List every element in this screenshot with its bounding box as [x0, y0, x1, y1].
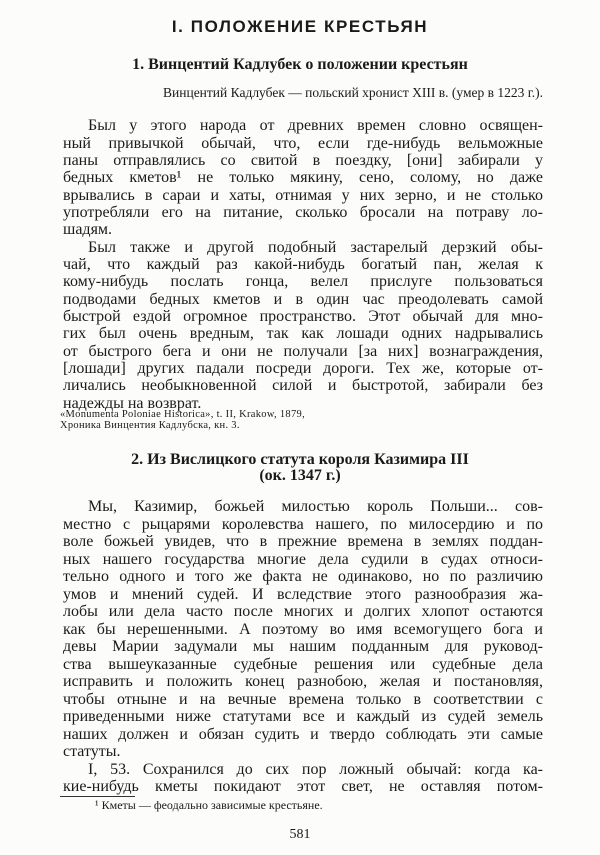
section-1-heading: 1. Винцентий Кадлубек о положении крестьян: [132, 56, 468, 73]
text-line: личались необыкновенной силой и быстротой, забирали без: [63, 377, 543, 395]
text-line: приведенными ниже статутами все и каждый из судей земель: [63, 708, 543, 726]
text-line: ный привычкой обычай, что, если где-нибудь вельможные: [63, 134, 543, 152]
text-line: Был у этого народа от древних времен словно освящен-: [88, 117, 543, 135]
text-line: Мы, Казимир, божьей милостью король Польши... сов-: [88, 498, 543, 516]
text-line: употребляли его на питание, сколько бросали на потраву ло-: [63, 204, 543, 222]
text-line: тельно одного и того же факта не одинаково, но по различию: [63, 568, 543, 586]
chapter-title: I. ПОЛОЖЕНИЕ КРЕСТЬЯН: [171, 17, 429, 36]
text-line: наших должен и обязан судить и твердо соблюдать эти самые: [63, 725, 543, 743]
text-line: шадям.: [63, 221, 113, 239]
text-line: как бы нерешенными. А поэтому во имя всемогущего бога и: [63, 620, 543, 638]
text-line: чтобы отныне и на вечные времена только в соответствии с: [63, 690, 543, 708]
footnote-divider: [60, 796, 135, 797]
text-line: [лошади] других падали посреди дороги. Тех же, которые от-: [63, 360, 543, 378]
text-line: кие-нибудь кметы покидают этот свет, не оставляя потом-: [63, 778, 543, 796]
section-2-heading: 2. Из Вислицкого статута короля Казимира III: [131, 451, 469, 468]
text-line: подводами бедных кметов и в один час преодолевать самой: [63, 290, 543, 308]
text-line: статуты.: [63, 743, 121, 761]
text-line: лобы или дела часто после многих и долгих хлопот остаются: [63, 603, 543, 621]
text-line: I, 53. Сохранился до сих пор ложный обычай: когда ка-: [88, 760, 543, 778]
section-1-text: [63, 117, 543, 412]
footnote: ¹ Кметы — феодально зависимые крестьяне.: [95, 798, 323, 812]
section-2-heading-date: (ок. 1347 г.): [259, 467, 341, 484]
text-line: врывались в сараи и хаты, отнимая у них зерно, и не столько: [63, 186, 543, 204]
text-line: гих был очень вредным, так как лошади одних надрывались: [63, 325, 543, 343]
text-line: ства вышеуказанные судебные решения или судебные дела: [63, 655, 543, 673]
text-line: девы Марии задумали мы нашим подданным для руковод-: [63, 638, 543, 656]
text-line: исправить и положить конец разнобою, желая и постановляя,: [63, 673, 543, 691]
text-line: бедных кметов¹ не только мякину, сено, солому, но даже: [63, 169, 543, 187]
text-line: кому-нибудь послать гонца, велел прислуге пользоваться: [63, 273, 543, 291]
section-1-subtitle: Винцентий Кадлубек — польский хронист XIII в. (умер в 1223 г.).: [163, 85, 543, 100]
text-line: надежды на возврат.: [63, 394, 202, 412]
text-line: воле божьей увидев, что в прежние времена в землях поддан-: [63, 533, 543, 551]
text-line: от быстрого бега и они не получали [за них] вознаграждения,: [63, 342, 543, 360]
source-line: «Monumenta Poloniae Historica», t. II, Krakow, 1879,: [60, 409, 305, 420]
text-line: ных нашего государства многие дела судили в судах относи-: [63, 550, 543, 568]
page-number: 581: [289, 827, 311, 842]
source-citation: [60, 409, 305, 431]
text-line: паны отправлялись со свитой в поездку, [они] забирали у: [63, 151, 543, 169]
text-line: быстрой ездой огромное пространство. Этот обычай для мно-: [63, 308, 543, 326]
text-line: Был также и другой подобный застарелый дерзкий обы-: [88, 238, 543, 256]
text-line: умов и мнений судей. И вследствие этого разнообразия жа-: [63, 585, 543, 603]
text-line: чай, что каждый раз какой-нибудь богатый пан, желая к: [63, 256, 543, 274]
section-2-text: [63, 498, 543, 796]
source-line: Хроника Винцентия Кадлубска, кн. 3.: [60, 420, 240, 431]
text-line: местно с рыцарями королевства нашего, по милосердию и по: [63, 515, 543, 533]
